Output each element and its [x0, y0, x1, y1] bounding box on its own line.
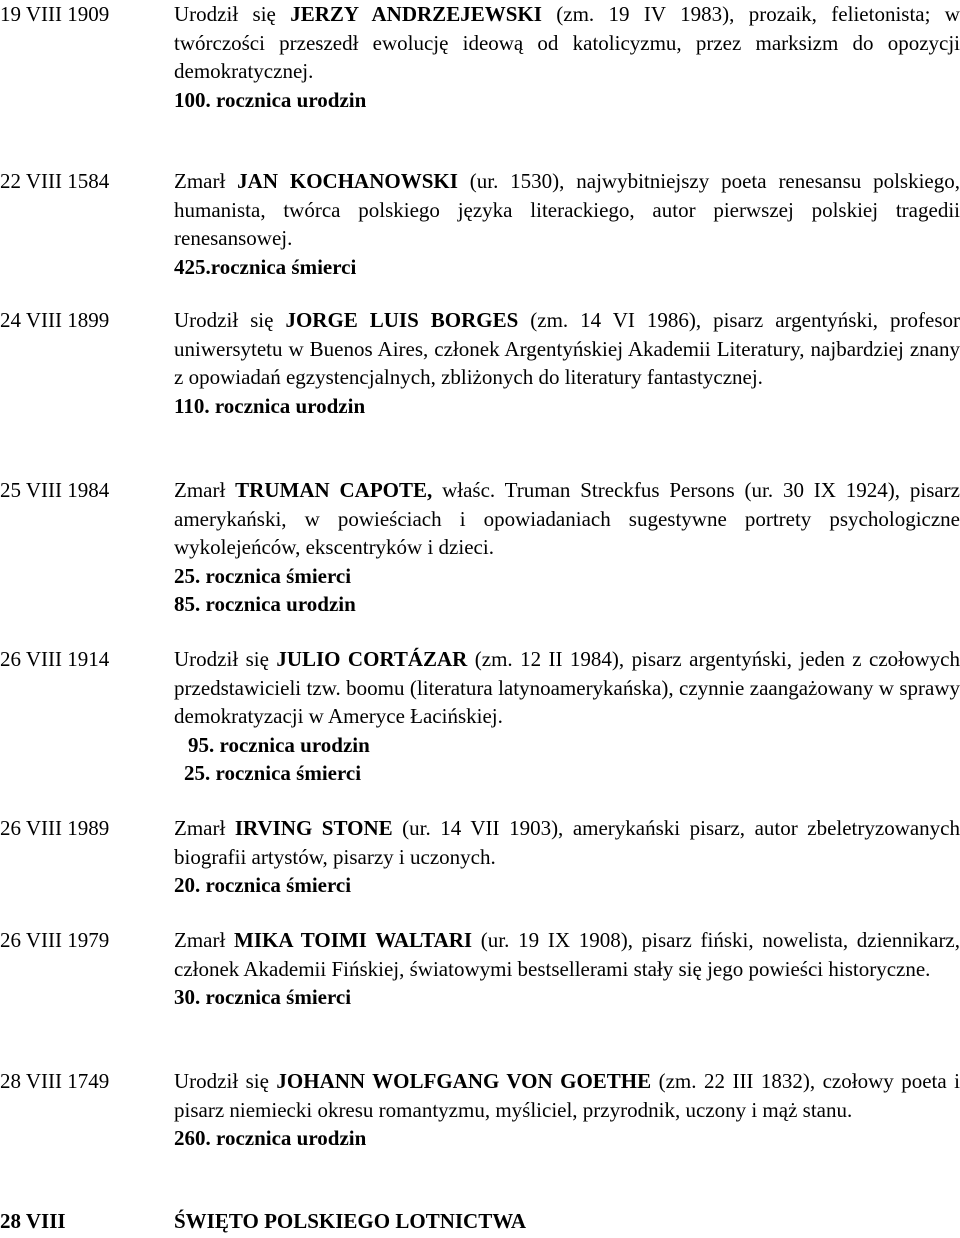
anniversary-note: 260. rocznica urodzin [174, 1126, 367, 1150]
entry-text [174, 814, 960, 900]
anniversary-note: 20. rocznica śmierci [174, 873, 352, 897]
holiday-date: 28 VIII [0, 1209, 66, 1233]
entry-date: 25 VIII 1984 [0, 478, 110, 502]
entry-description: (zm. 14 VI 1986), pisarz argentyński, profesor uniwersytetu w Buenos Aires, członek Argentyńskiej Akademii Literatury, najbardziej znany z opowiadań egzystencjalnych, zbliżonych do literatury fantastycznej. [174, 308, 960, 389]
anniversary-note: 95. rocznica urodzin [188, 732, 370, 757]
person-name: IRVING STONE [234, 816, 393, 840]
entry-prefix: Urodził się [174, 647, 277, 671]
entry-text [174, 476, 960, 619]
entry-prefix: Zmarł [174, 816, 235, 840]
entry-description: (zm. 19 IV 1983), prozaik, felietonista; w twórczości przeszedł ewolucję ideową od katolicyzmu, przez marksizm do opozycji demokratycznej. [174, 2, 960, 83]
anniversary-note: 100. rocznica urodzin [174, 87, 367, 112]
anniversary-note: 85. rocznica urodzin [174, 592, 356, 616]
entry-date: 26 VIII 1979 [0, 928, 110, 952]
entry-description: (ur. 14 VII 1903), amerykański pisarz, autor zbeletryzowanych biografii artystów, pisarzy i uczonych. [174, 816, 960, 869]
entry-date: 26 VIII 1914 [0, 647, 110, 671]
entry-date: 19 VIII 1909 [0, 2, 110, 26]
person-name: JERZY ANDRZEJEWSKI [290, 2, 542, 26]
anniversary-note: 425.rocznica śmierci [174, 254, 357, 279]
entry-date: 22 VIII 1584 [0, 169, 110, 193]
entry-text [174, 1067, 960, 1153]
entry-prefix: Urodził się [174, 1069, 277, 1093]
entry-description: właśc. Truman Streckfus Persons (ur. 30 IX 1924), pisarz amerykański, w powieściach i opowiadaniach sugestywne portrety psychologiczne wykolejeńców, ekscentryków i dzieci. [174, 478, 960, 559]
person-name: JORGE LUIS BORGES [285, 308, 519, 332]
entry-prefix: Zmarł [174, 928, 235, 952]
person-name: JULIO CORTÁZAR [276, 647, 468, 671]
entry-description: (ur. 1530), najwybitniejszy poeta renesansu polskiego, humanista, twórca polskiego języka literackiego, autor pierwszej polskiej tragedii renesansowej. [174, 169, 960, 250]
entry-prefix: Urodził się [174, 2, 291, 26]
entry-description: (zm. 12 II 1984), pisarz argentyński, jeden z czołowych przedstawicieli tzw. boomu (literatura latynoamerykańska), czynnie zaangażowany w sprawy demokratyzacji w Ameryce Łacińskiej. [174, 647, 960, 728]
entry-description: (zm. 22 III 1832), czołowy poeta i pisarz niemiecki okresu romantyzmu, myśliciel, przyrodnik, uczony i mąż stanu. [174, 1069, 960, 1122]
anniversary-note: 30. rocznica śmierci [174, 985, 352, 1009]
entry-prefix: Zmarł [174, 478, 236, 502]
entry-text [174, 645, 960, 788]
person-name: JOHANN WOLFGANG VON GOETHE [276, 1069, 652, 1093]
entry-text [174, 306, 960, 420]
entry-date: 26 VIII 1989 [0, 816, 110, 840]
holiday-title: ŚWIĘTO POLSKIEGO LOTNICTWA [174, 1209, 527, 1233]
anniversary-note: 110. rocznica urodzin [174, 393, 366, 418]
person-name: TRUMAN CAPOTE, [235, 478, 433, 502]
anniversary-note: 25. rocznica śmierci [184, 761, 362, 785]
person-name: MIKA TOIMI WALTARI [234, 928, 473, 952]
entry-description: (ur. 19 IX 1908), pisarz fiński, nowelista, dziennikarz, członek Akademii Fińskiej, światowymi bestsellerami stały się jego powieści historyczne. [174, 928, 960, 981]
entry-date: 24 VIII 1899 [0, 308, 110, 332]
entry-prefix: Urodził się [174, 308, 286, 332]
entry-date: 28 VIII 1749 [0, 1069, 110, 1093]
person-name: JAN KOCHANOWSKI [237, 169, 458, 193]
entry-text [174, 926, 960, 1012]
entry-text [174, 167, 960, 281]
entry-text [174, 0, 960, 114]
entry-prefix: Zmarł [174, 169, 238, 193]
anniversary-note: 25. rocznica śmierci [174, 563, 352, 588]
